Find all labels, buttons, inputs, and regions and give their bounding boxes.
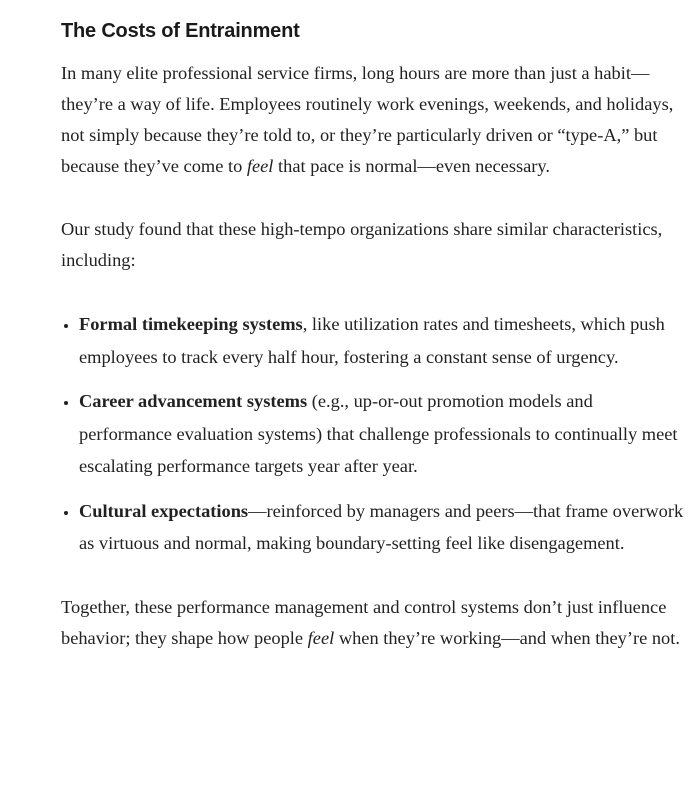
list-item-text: , like utilization rates and timesheets, which push employees to track every half hour, fostering a constant sense of urgency. (79, 314, 665, 367)
paragraph-conclusion-text: Together, these performance management and control systems don’t just influence behavior; they shape how people (61, 596, 667, 648)
paragraph-conclusion (61, 592, 686, 654)
list-item-term: Career advancement systems (79, 391, 308, 411)
list-item-text: (e.g., up-or-out promotion models and performance evaluation systems) that challenge professionals to continually meet escalating performance targets year after year. (79, 391, 678, 476)
paragraph-study: Our study found that these high-tempo organizations share similar characteristics, including: (61, 219, 663, 270)
list-item-timekeeping (79, 308, 686, 373)
list-item-term: Cultural expectations (79, 500, 249, 521)
list-item-text: —reinforced by managers and peers—that frame overwork as virtuous and normal, making boundary-setting feel like disengagement. (79, 500, 684, 553)
emphasis-feel: feel (307, 627, 335, 648)
list-item-career (79, 385, 686, 483)
characteristics-list (61, 308, 686, 560)
paragraph-intro-text: In many elite professional service firms, long hours are more than just a habit—they’re a way of life. Employees routinely work evenings, weekends, and holidays, not simply because they’re told to, or they’re particularly driven or “type-A,” but because they’ve come to (61, 63, 674, 176)
paragraph-intro (61, 58, 686, 182)
emphasis-feel: feel (246, 156, 274, 176)
paragraph-conclusion-text-end: when they’re working—and when they’re not. (334, 627, 680, 648)
list-item-culture (79, 495, 686, 560)
section-heading: The Costs of Entrainment (61, 20, 300, 42)
paragraph-intro-text-end: that pace is normal—even necessary. (273, 156, 551, 176)
article-body (61, 16, 686, 686)
list-item-term: Formal timekeeping systems (79, 314, 303, 334)
